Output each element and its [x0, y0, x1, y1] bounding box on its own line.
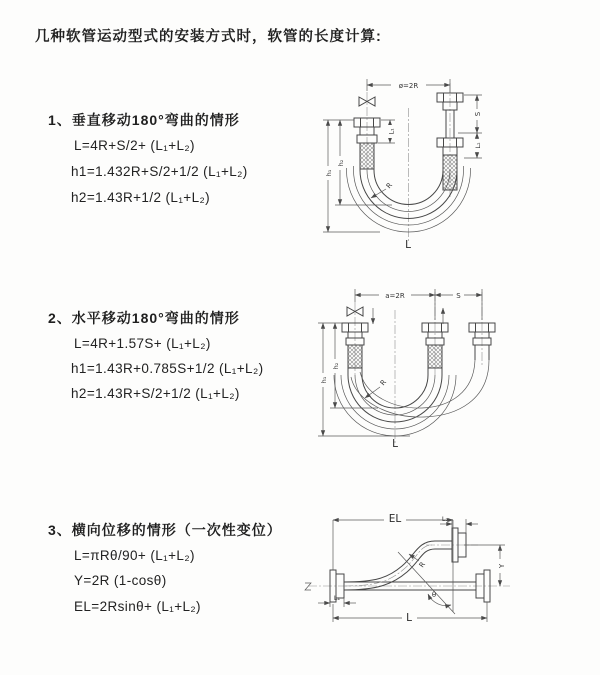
section1-formula-L: L=4R+S/2+ (L₁+L₂) [74, 138, 195, 153]
centerline-break-mark [305, 583, 311, 590]
top-span-dimension [367, 79, 450, 93]
section3-heading: 3、横向位移的情形（一次性变位） [48, 522, 282, 538]
length-L-label: L [406, 612, 412, 624]
span-label: a=2R [385, 292, 405, 300]
section1-formula-h1: h1=1.432R+S/2+1/2 (L₁+L₂) [71, 164, 248, 179]
h1-label: h₁ [320, 376, 328, 384]
diagram-horizontal-180-bend [310, 280, 600, 450]
radius-label: R [417, 560, 428, 570]
length-L-label: L [405, 239, 411, 251]
y-label: Y [498, 563, 506, 569]
section1-formula-h2: h2=1.43R+1/2 (L₁+L₂) [71, 190, 211, 205]
section2-formula-h2: h2=1.43R+S/2+1/2 (L₁+L₂) [71, 386, 240, 401]
l2-label: L₂ [441, 515, 449, 523]
section3-formula-Y: Y=2R (1-cosθ) [74, 573, 167, 588]
section1-heading: 1、垂直移动180°弯曲的情形 [48, 112, 240, 128]
l1-dimension [378, 120, 396, 143]
l2-dimension [440, 515, 478, 533]
section2-heading: 2、水平移动180°弯曲的情形 [48, 310, 240, 326]
radius-label: R [384, 181, 395, 191]
l1-label: L₁ [387, 128, 396, 135]
section2-formula-L: L=4R+1.57S+ (L₁+L₂) [74, 336, 211, 351]
l1-dimension [318, 594, 356, 607]
radius-leader [371, 181, 394, 198]
h1-label: h₁ [325, 169, 333, 177]
section3-formula-L: L=πRθ/90+ (L₁+L₂) [74, 548, 195, 563]
l1-label: L₁ [333, 594, 341, 602]
right-side-dimensions [458, 95, 482, 158]
section2-formula-h1: h1=1.43R+0.785S+1/2 (L₁+L₂) [71, 361, 264, 376]
l2-label: L₂ [474, 142, 482, 149]
page-title: 几种软管运动型式的安装方式时，软管的长度计算: [35, 29, 382, 45]
movement-arrows [373, 308, 443, 324]
h2-label: h₂ [332, 362, 340, 370]
displaced-hose-curves [351, 360, 489, 417]
h2-label: h₂ [337, 159, 345, 167]
l-dimension [333, 602, 487, 624]
el-label: EL [388, 513, 402, 525]
diagram-vertical-180-bend [310, 70, 600, 260]
diagram-lateral-displacement [300, 500, 600, 645]
stroke-s-label: S [456, 292, 461, 300]
span-label: ø=2R [398, 82, 419, 90]
section3-formula-EL: EL=2Rsinθ+ (L₁+L₂) [74, 599, 201, 614]
stroke-s-label: S [474, 111, 482, 117]
radius-label: R [378, 378, 389, 388]
y-dimension [464, 545, 506, 586]
centerlines [355, 292, 482, 444]
length-L-label: L [392, 438, 398, 450]
top-dimensions [355, 289, 482, 320]
theta-label: θ [431, 591, 437, 599]
